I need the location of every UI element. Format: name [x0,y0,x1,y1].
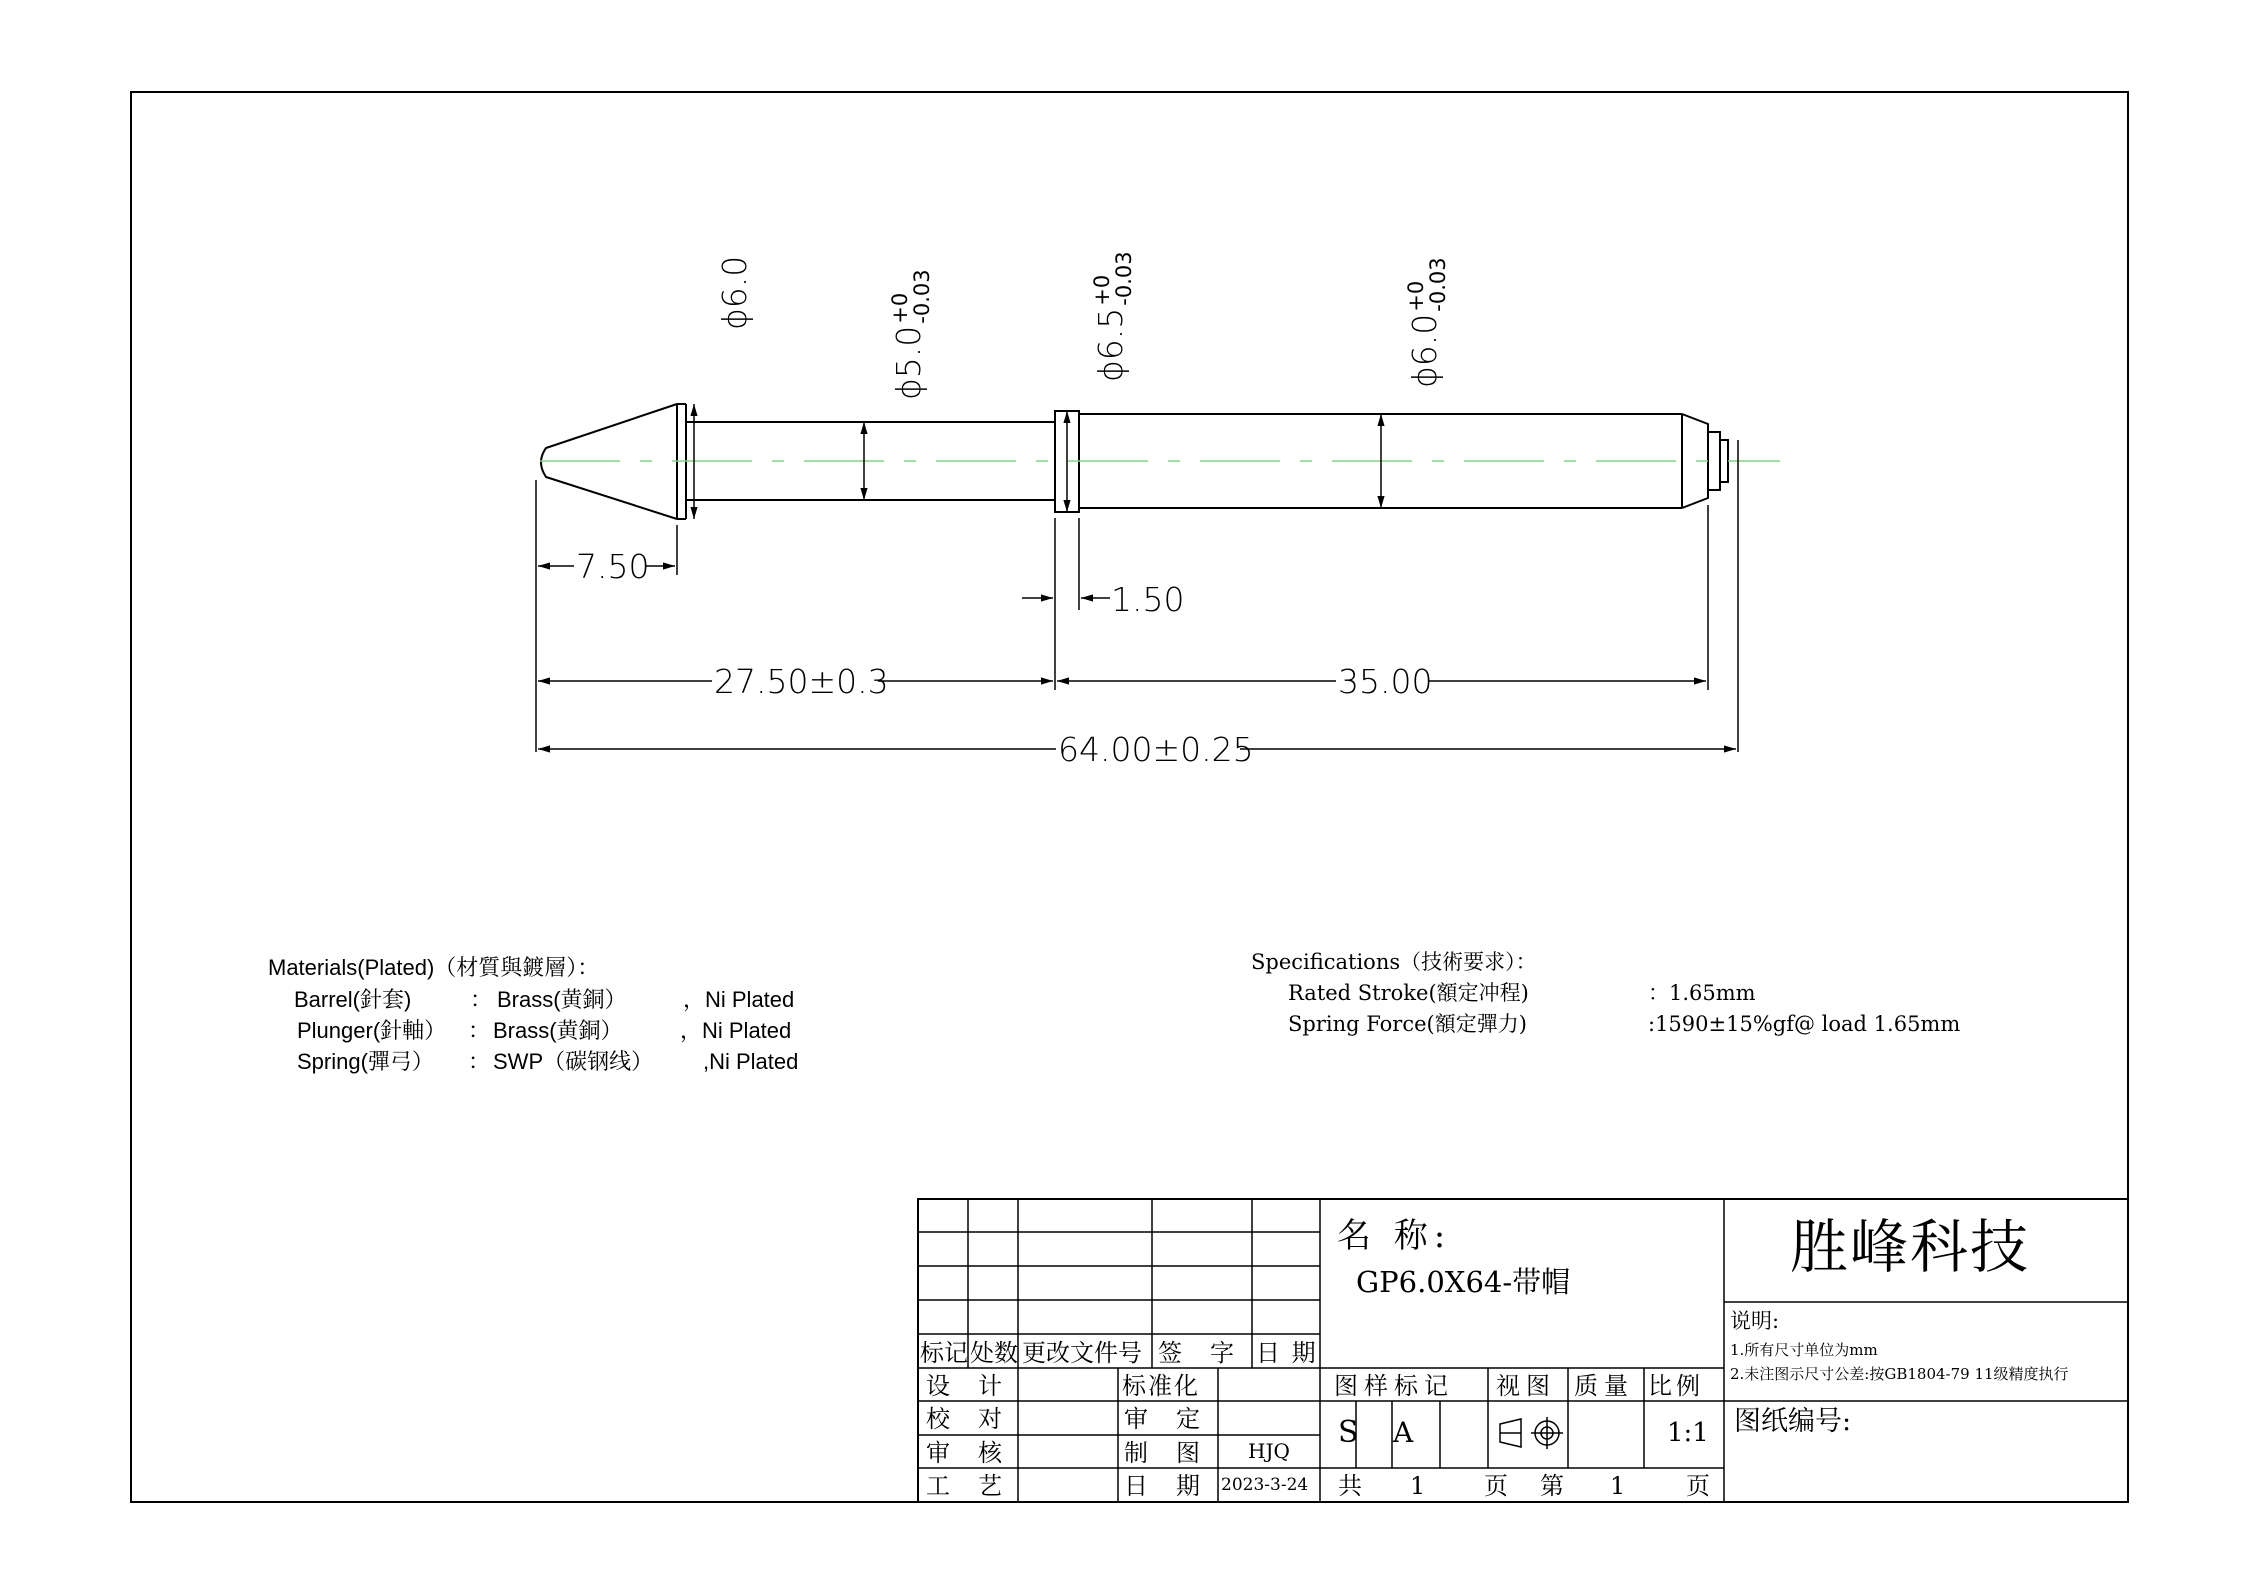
tip-length-label: 7.50 [576,547,650,586]
tb-mark-a: A [1393,1416,1414,1449]
materials-row-plunger-plating: ，Ni Plated [680,1018,792,1043]
tb-page-no: 1 [1610,1472,1628,1500]
spec-rated-stroke-label: Rated Stroke(額定冲程) [1288,981,1529,1005]
plunger-length-label: 27.50±0.3 [714,662,889,701]
tb-approve-label: 审 定 [1124,1405,1202,1433]
collar-diameter-label [1091,251,1135,382]
tb-name-label: 名 称: [1337,1216,1452,1256]
tb-check-label: 校 对 [926,1405,1004,1433]
tb-header-doc-no: 更改文件号 [1022,1339,1142,1367]
neck-tol-lower: -0.03 [910,269,935,324]
barrel-tol-upper: +0 [1404,280,1428,312]
tb-name-value: GP6.0X64-带帽 [1356,1265,1571,1299]
materials-row-plunger-sep: ： [468,1018,491,1043]
spec-spring-force-value: :1590±15%gf@ load 1.65mm [1648,1012,1961,1036]
materials-row-barrel-part: Barrel(針套) [294,987,412,1012]
total-length-label: 64.00±0.25 [1058,730,1254,769]
collar-tol-upper: +0 [1090,274,1114,306]
tb-design-label: 设 计 [926,1372,1004,1400]
neck-diameter-value: ϕ5.0 [889,325,928,400]
note-1: 1.所有尺寸单位为mm [1730,1341,1878,1359]
tb-standardize-label: 标准化 [1122,1372,1200,1400]
tb-scale-label: 比例 [1648,1372,1704,1400]
collar-tol-lower: -0.03 [1112,251,1137,306]
collar-diameter-value: ϕ6.5 [1091,307,1130,382]
barrel-diameter-value: ϕ6.0 [1405,313,1444,388]
specifications-heading: Specifications（技術要求）： [1251,950,1537,974]
materials-row-spring-plating: ,Ni Plated [703,1049,799,1074]
tb-drawn-label: 制 图 [1124,1439,1202,1467]
tb-header-mark: 标记 [920,1339,968,1367]
tb-header-date: 日 期 [1256,1339,1318,1367]
materials-row-plunger-material: Brass(黄銅） [493,1018,623,1043]
barrel-tol-lower: -0.03 [1426,257,1451,312]
tb-page-unit-1: 页 [1484,1472,1510,1500]
tb-drawn-by: HJQ [1248,1439,1290,1463]
tb-scale-value: 1:1 [1667,1418,1709,1448]
tb-mass-label: 质量 [1574,1372,1634,1400]
tb-page-unit-2: 页 [1686,1472,1712,1500]
tb-review-label: 审 核 [926,1439,1004,1467]
tb-date-value: 2023-3-24 [1221,1475,1309,1495]
materials-row-barrel-sep: ： [470,987,493,1012]
tb-date-label: 日 期 [1124,1472,1202,1500]
materials-row-plunger-part: Plunger(針軸） [297,1018,447,1043]
tb-process-label: 工 艺 [926,1472,1004,1500]
materials-row-spring-material: SWP（碳钢线） [493,1049,654,1074]
collar-width-label: 1.50 [1111,580,1185,619]
materials-row-spring-sep: ： [468,1049,491,1074]
tb-total-pages: 1 [1410,1472,1428,1500]
tb-header-sign: 签 字 [1158,1339,1236,1367]
spec-spring-force-label: Spring Force(額定彈力) [1288,1012,1527,1036]
drawing-no-label: 图纸编号: [1734,1406,1852,1437]
tb-page-label: 第 [1540,1472,1566,1500]
tb-view-label: 视图 [1496,1372,1556,1400]
neck-diameter-label [889,269,933,400]
materials-row-barrel-material: Brass(黄銅） [497,987,627,1012]
company-name: 胜峰科技 [1790,1213,2031,1281]
notes-title: 说明: [1730,1309,1780,1333]
neck-tol-upper: +0 [888,292,912,324]
tb-header-count: 处数 [970,1339,1018,1367]
barrel-diameter-label [1405,257,1449,388]
tb-sample-mark-label: 图样标记 [1334,1372,1454,1400]
materials-row-barrel-plating: ，Ni Plated [683,987,795,1012]
tip-diameter-label: ϕ6.0 [715,255,754,330]
materials-heading: Materials(Plated)（材質與鍍層）： [268,955,600,980]
note-2: 2.未注图示尺寸公差:按GB1804-79 11级精度执行 [1730,1365,2069,1383]
projection-symbol-icon [1500,1417,1563,1449]
spec-rated-stroke-value: ：1.65mm [1648,981,1756,1005]
barrel-length-label: 35.00 [1338,662,1433,701]
tb-mark-s: S [1338,1415,1359,1450]
materials-row-spring-part: Spring(彈弓） [297,1049,434,1074]
tb-total-label: 共 [1338,1472,1364,1500]
